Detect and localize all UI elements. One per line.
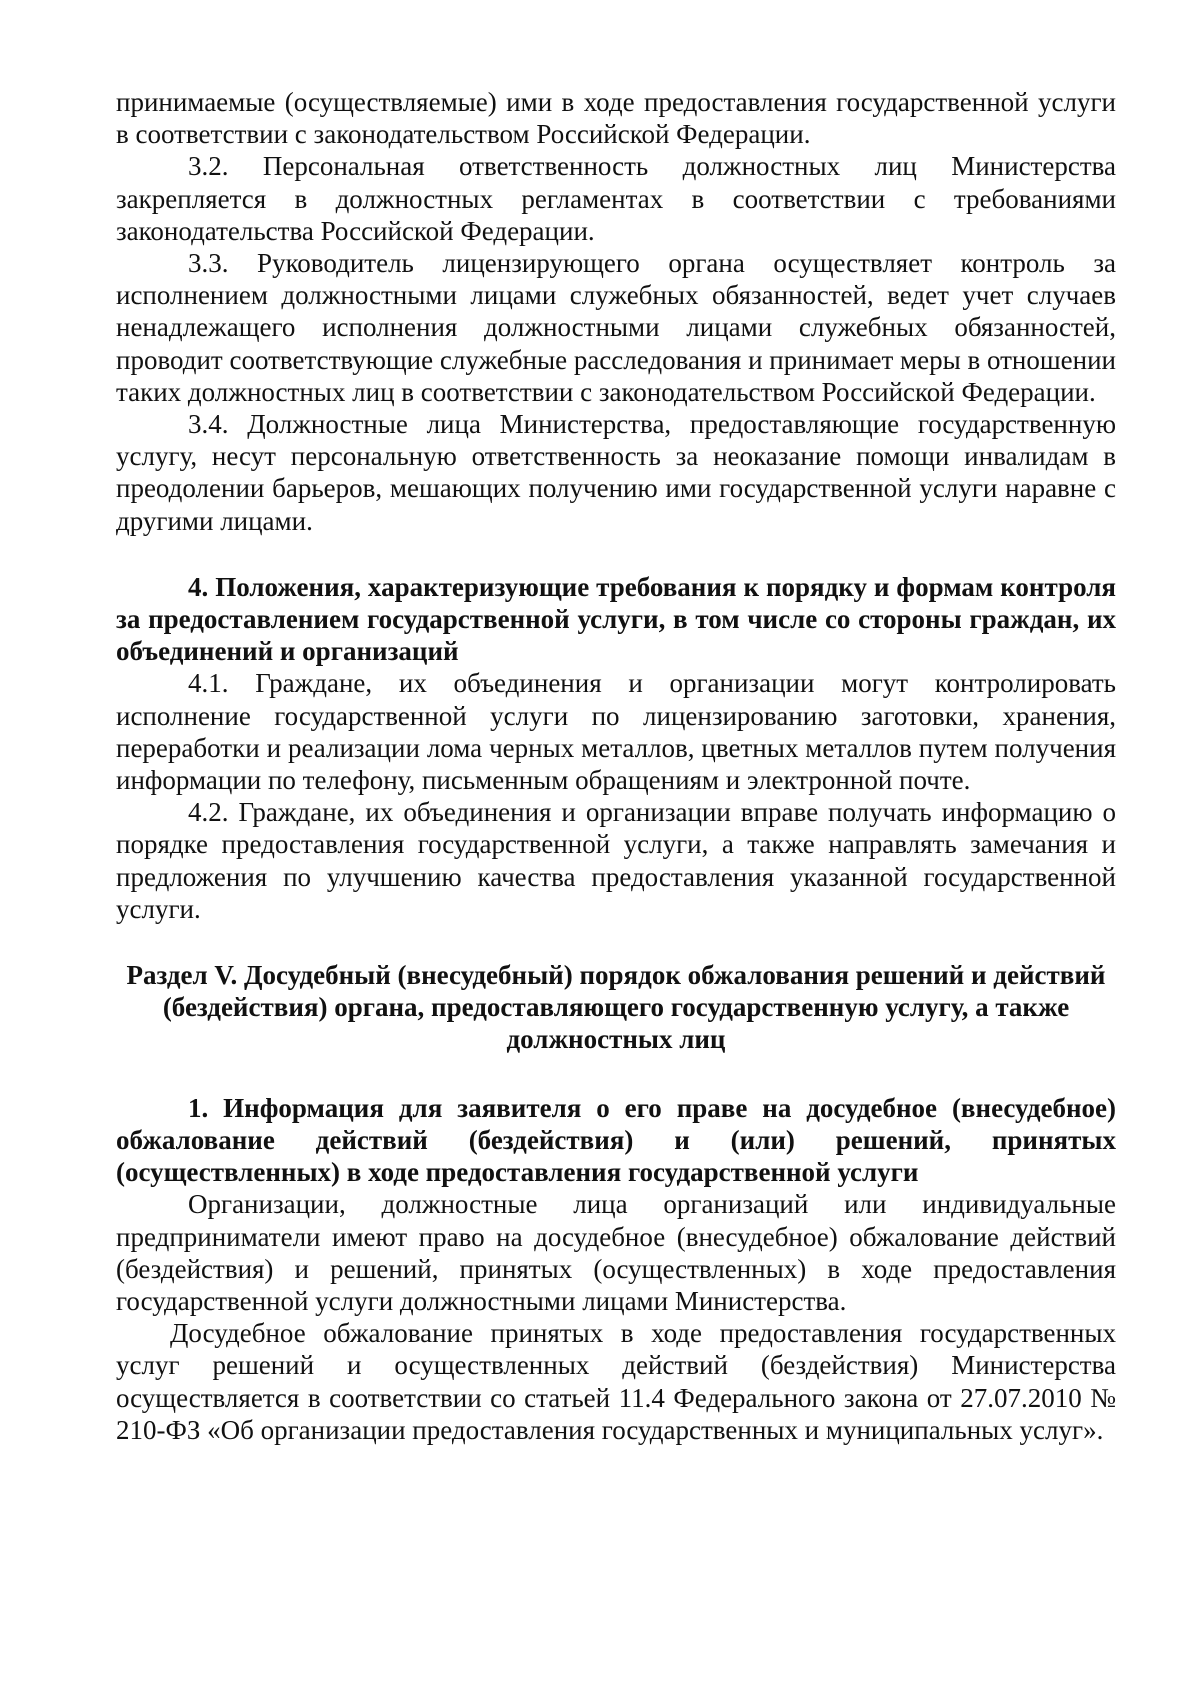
paragraph-4-1: 4.1. Граждане, их объединения и организации могут контролировать исполнение государственной услуги по лицензированию заготовки, хранения, переработки и реализации лома черных металлов, цветных металлов путем получения информации по телефону, письменным обращениям и электронной почте. xyxy=(116,668,1116,796)
heading-part-5-item-1: 1. Информация для заявителя о его праве на досудебное (внесудебное) обжалование действий (бездействия) и (или) решений, принятых (осуществленных) в ходе предоставления государственной услуги xyxy=(116,1092,1116,1188)
document-body xyxy=(116,86,1116,1446)
heading-part-5: Раздел V. Досудебный (внесудебный) порядок обжалования решений и действий (бездействия) органа, предоставляющего государственную услугу, а также должностных лиц xyxy=(126,960,1106,1055)
paragraph-appeal-procedure: Досудебное обжалование принятых в ходе предоставления государственных услуг решений и осуществленных действий (бездействия) Министерства осуществляется в соответствии со статьей 11.4 Федерального закона от 27.07.2010 № 210-ФЗ «Об организации предоставления государственных и муниципальных услуг». xyxy=(116,1318,1116,1445)
paragraph-3-4: 3.4. Должностные лица Министерства, предоставляющие государственную услугу, несут персональную ответственность за неоказание помощи инвалидам в преодолении барьеров, мешающих получению ими государственной услуги наравне с другими лицами. xyxy=(116,409,1116,536)
heading-section-4: 4. Положения, характеризующие требования к порядку и формам контроля за предоставлением государственной услуги, в том числе со стороны граждан, их объединений и организаций xyxy=(116,571,1116,667)
paragraph-continuation: принимаемые (осуществляемые) ими в ходе предоставления государственной услуги в соответствии с законодательством Российской Федерации. xyxy=(116,87,1116,150)
paragraph-4-2: 4.2. Граждане, их объединения и организации вправе получать информацию о порядке предоставления государственной услуги, а также направлять замечания и предложения по улучшению качества предоставления указанной государственной услуги. xyxy=(116,797,1116,924)
paragraph-3-3: 3.3. Руководитель лицензирующего органа осуществляет контроль за исполнением должностными лицами служебных обязанностей, ведет учет случаев ненадлежащего исполнения должностными лицами служебных обязанностей, проводит соответствующие служебные расследования и принимает меры в отношении таких должностных лиц в соответствии с законодательством Российской Федерации. xyxy=(116,248,1116,407)
paragraph-appeal-right: Организации, должностные лица организаций или индивидуальные предприниматели имеют право на досудебное (внесудебное) обжалование действий (бездействия) и решений, принятых (осуществленных) в ходе предоставления государственной услуги должностными лицами Министерства. xyxy=(116,1189,1116,1316)
paragraph-3-2: 3.2. Персональная ответственность должностных лиц Министерства закрепляется в должностных регламентах в соответствии с требованиями законодательства Российской Федерации. xyxy=(116,151,1116,246)
